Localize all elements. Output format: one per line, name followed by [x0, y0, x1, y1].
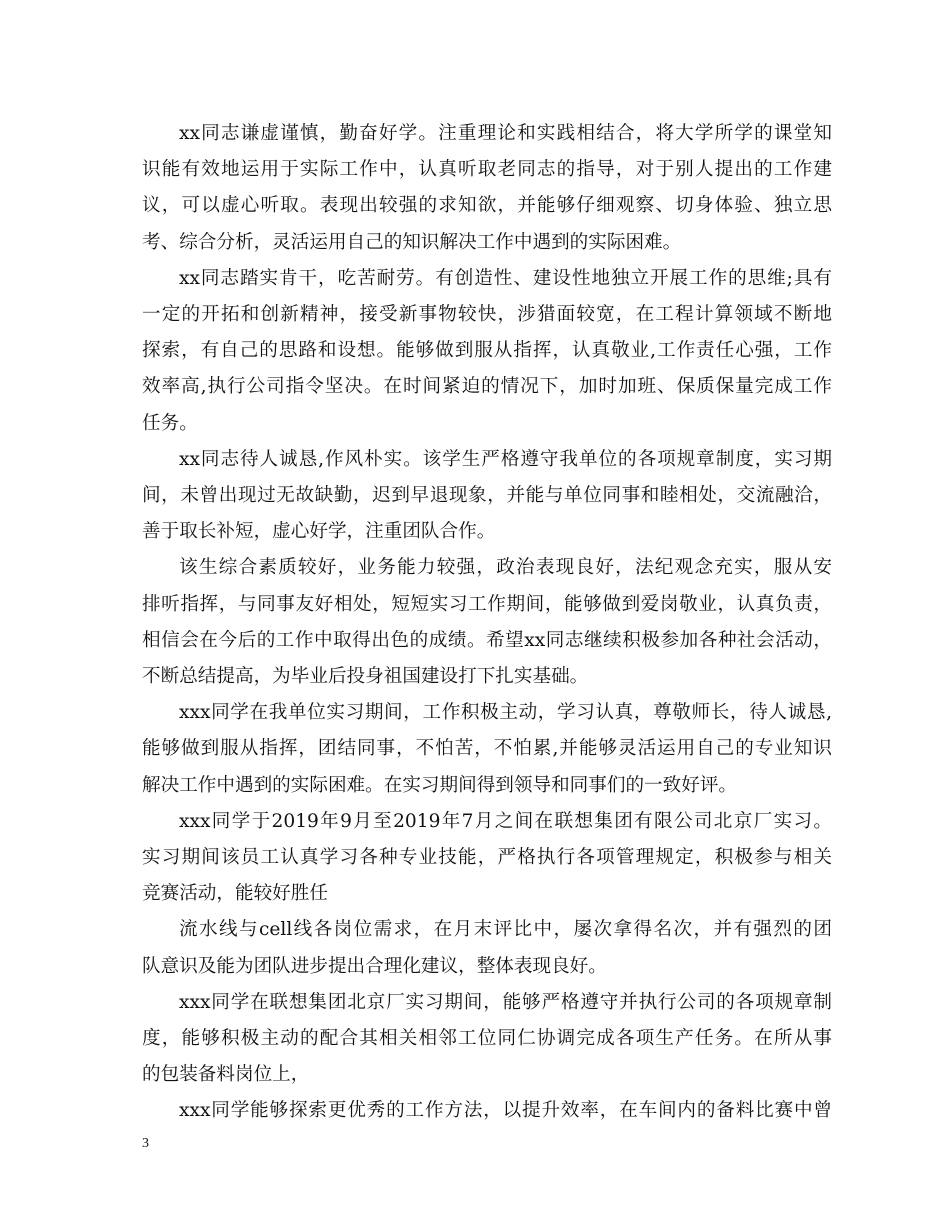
text-line: 任务。: [142, 412, 198, 434]
paragraph-9: [142, 1093, 832, 1129]
text-line: 议，可以虚心听取。表现出较强的求知欲，并能够仔细观察、切身体验、独立思: [142, 195, 832, 217]
text-line: 不断总结提高，为毕业后投身祖国建设打下扎实基础。: [142, 666, 589, 688]
paragraph-6: [142, 804, 832, 913]
text-line: xxx同学在联想集团北京厂实习期间，能够严格遵守并执行公司的各项规章制: [179, 991, 832, 1013]
text-line: 该生综合素质较好，业务能力较强，政治表现良好，法纪观念充实，服从安: [179, 557, 832, 579]
text-line: 的包装备料岗位上，: [142, 1064, 310, 1086]
text-line: 队意识及能为团队进步提出合理化建议，整体表现良好。: [142, 955, 607, 977]
text-line: 识能有效地运用于实际工作中，认真听取老同志的指导，对于别人提出的工作建: [142, 159, 832, 181]
text-line: 考、综合分析，灵活运用自己的知识解决工作中遇到的实际困难。: [142, 231, 682, 253]
text-line: 一定的开拓和创新精神，接受新事物较快，涉猎面较宽，在工程计算领域不断地: [142, 304, 832, 326]
document-body: [142, 116, 832, 1130]
text-line: 善于取长补短，虚心好学，注重团队合作。: [142, 521, 496, 543]
text-line: 效率高,执行公司指令坚决。在时间紧迫的情况下，加时加班、保质保量完成工作: [142, 376, 832, 398]
text-line: 竞赛活动，能较好胜任: [142, 883, 328, 905]
paragraph-8: [142, 985, 832, 1094]
paragraph-4: [142, 550, 832, 695]
text-line: 度，能够积极主动的配合其相关相邻工位同仁协调完成各项生产任务。在所从事: [142, 1028, 832, 1050]
text-line: xxx同学于2019年9月至2019年7月之间在联想集团有限公司北京厂实习。: [179, 810, 832, 832]
paragraph-2: [142, 261, 832, 442]
text-line: 相信会在今后的工作中取得出色的成绩。希望xx同志继续积极参加各种社会活动，: [142, 629, 832, 651]
text-line: xxx同学能够探索更优秀的工作方法，以提升效率，在车间内的备料比赛中曾: [179, 1100, 832, 1122]
text-line: xx同志踏实肯干，吃苦耐劳。有创造性、建设性地独立开展工作的思维;具有: [179, 267, 832, 289]
text-line: 流水线与cell线各岗位需求，在月末评比中，屡次拿得名次，并有强烈的团: [179, 919, 832, 941]
text-line: 探索，有自己的思路和设想。能够做到服从指挥，认真敬业,工作责任心强，工作: [142, 340, 832, 362]
paragraph-5: [142, 695, 832, 804]
paragraph-7: [142, 912, 832, 984]
text-line: xx同志待人诚恳,作风朴实。该学生严格遵守我单位的各项规章制度，实习期: [179, 448, 832, 470]
paragraph-3: [142, 442, 832, 551]
text-line: 排听指挥，与同事友好相处，短短实习工作期间，能够做到爱岗敬业，认真负责，: [142, 593, 832, 615]
text-line: 间，未曾出现过无故缺勤，迟到早退现象，并能与单位同事和睦相处，交流融洽，: [142, 485, 832, 507]
text-line: 能够做到服从指挥，团结同事，不怕苦，不怕累,并能够灵活运用自己的专业知识: [142, 738, 832, 760]
paragraph-1: [142, 116, 832, 261]
text-line: 实习期间该员工认真学习各种专业技能，严格执行各项管理规定，积极参与相关: [142, 847, 832, 869]
text-line: 解决工作中遇到的实际困难。在实习期间得到领导和同事们的一致好评。: [142, 774, 738, 796]
page-number: 3: [142, 1136, 149, 1151]
text-line: xxx同学在我单位实习期间，工作积极主动，学习认真，尊敬师长，待人诚恳,: [179, 702, 832, 724]
text-line: xx同志谦虚谨慎，勤奋好学。注重理论和实践相结合，将大学所学的课堂知: [179, 123, 832, 144]
